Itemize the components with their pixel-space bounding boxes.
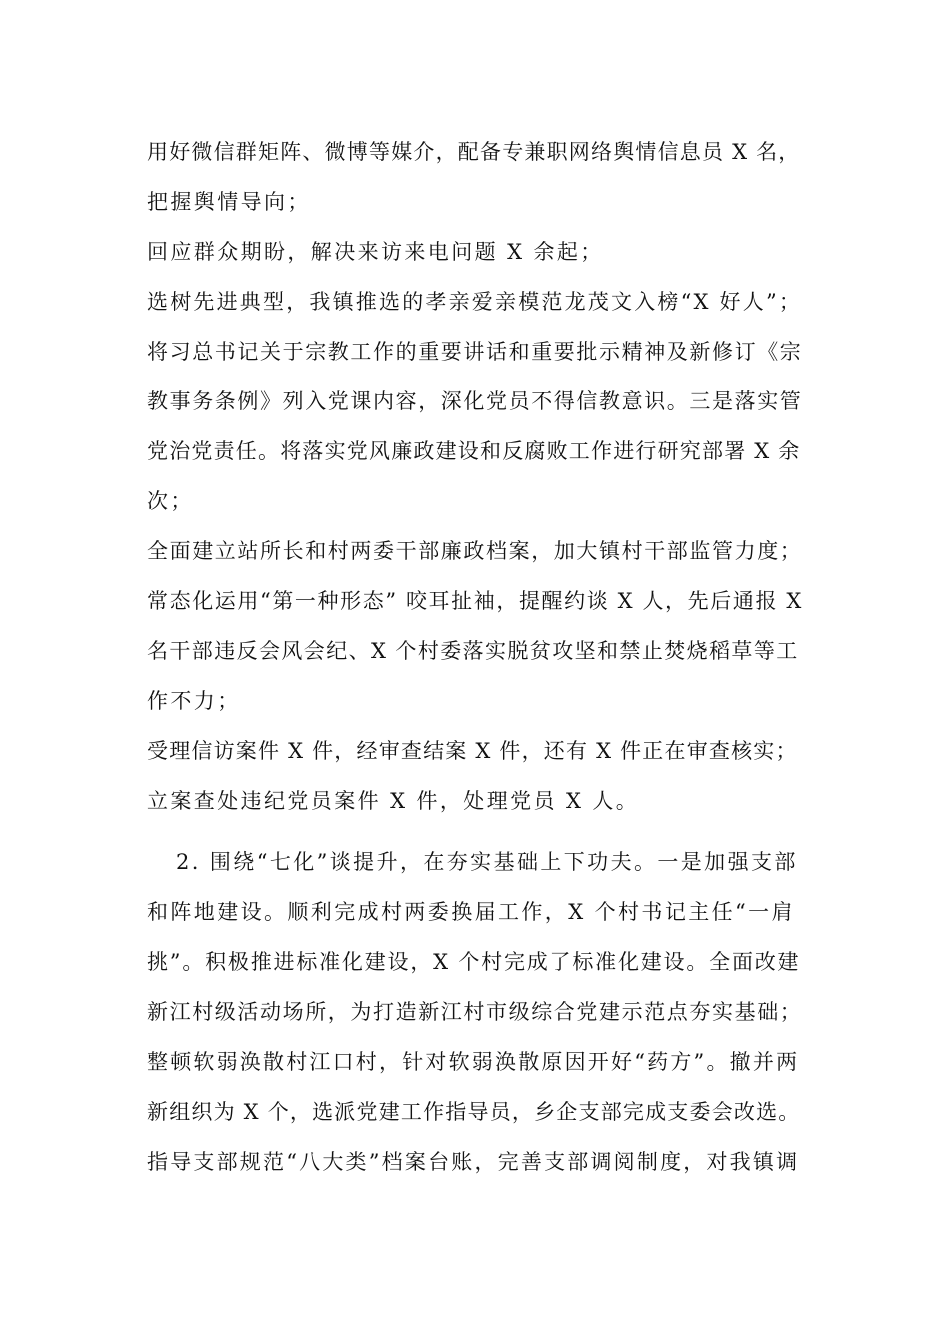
text-line: 选树先进典型，我镇推选的孝亲爱亲模范龙茂文入榜“X 好人”；	[147, 290, 803, 314]
text-line: 次；	[147, 489, 194, 513]
text-line: 全面建立站所长和村两委干部廉政档案，加大镇村干部监管力度；	[147, 539, 803, 563]
text-line: 回应群众期盼，解决来访来电问题 X 余起；	[147, 240, 604, 264]
text-line: 名干部违反会风会纪、X 个村委落实脱贫攻坚和禁止焚烧稻草等工	[147, 639, 799, 663]
text-line: 和阵地建设。顺利完成村两委换届工作，X 个村书记主任“一肩	[147, 900, 795, 924]
text-line: 新组织为 X 个，选派党建工作指导员，乡企支部完成支委会改选。	[147, 1100, 801, 1124]
text-line: 用好微信群矩阵、微博等媒介，配备专兼职网络舆情信息员 X 名，	[147, 140, 801, 164]
text-line: 指导支部规范“八大类”档案台账，完善支部调阅制度，对我镇调	[147, 1150, 800, 1174]
text-line: 作不力；	[147, 689, 241, 713]
section-heading-line: 2. 围绕“七化”谈提升，在夯实基础上下功夫。一是加强支部	[176, 850, 798, 874]
text-line: 党治党责任。将落实党风廉政建设和反腐败工作进行研究部署 X 余	[147, 439, 801, 463]
text-line: 新江村级活动场所，为打造新江村市级综合党建示范点夯实基础；	[147, 1000, 803, 1024]
text-line: 立案查处违纪党员案件 X 件，处理党员 X 人。	[147, 789, 640, 813]
text-line: 受理信访案件 X 件，经审查结案 X 件，还有 X 件正在审查核实；	[147, 739, 798, 763]
text-line: 教事务条例》列入党课内容，深化党员不得信教意识。三是落实管	[147, 389, 803, 413]
text-line: 整顿软弱涣散村江口村，针对软弱涣散原因开好“药方”。撤并两	[147, 1050, 800, 1074]
text-line: 把握舆情导向；	[147, 190, 311, 214]
text-line: 常态化运用“第一种形态” 咬耳扯袖，提醒约谈 X 人，先后通报 X	[147, 589, 803, 613]
text-line: 将习总书记关于宗教工作的重要讲话和重要批示精神及新修订《宗	[147, 340, 803, 364]
text-line: 挑”。积极推进标准化建设，X 个村完成了标准化建设。全面改建	[147, 950, 801, 974]
